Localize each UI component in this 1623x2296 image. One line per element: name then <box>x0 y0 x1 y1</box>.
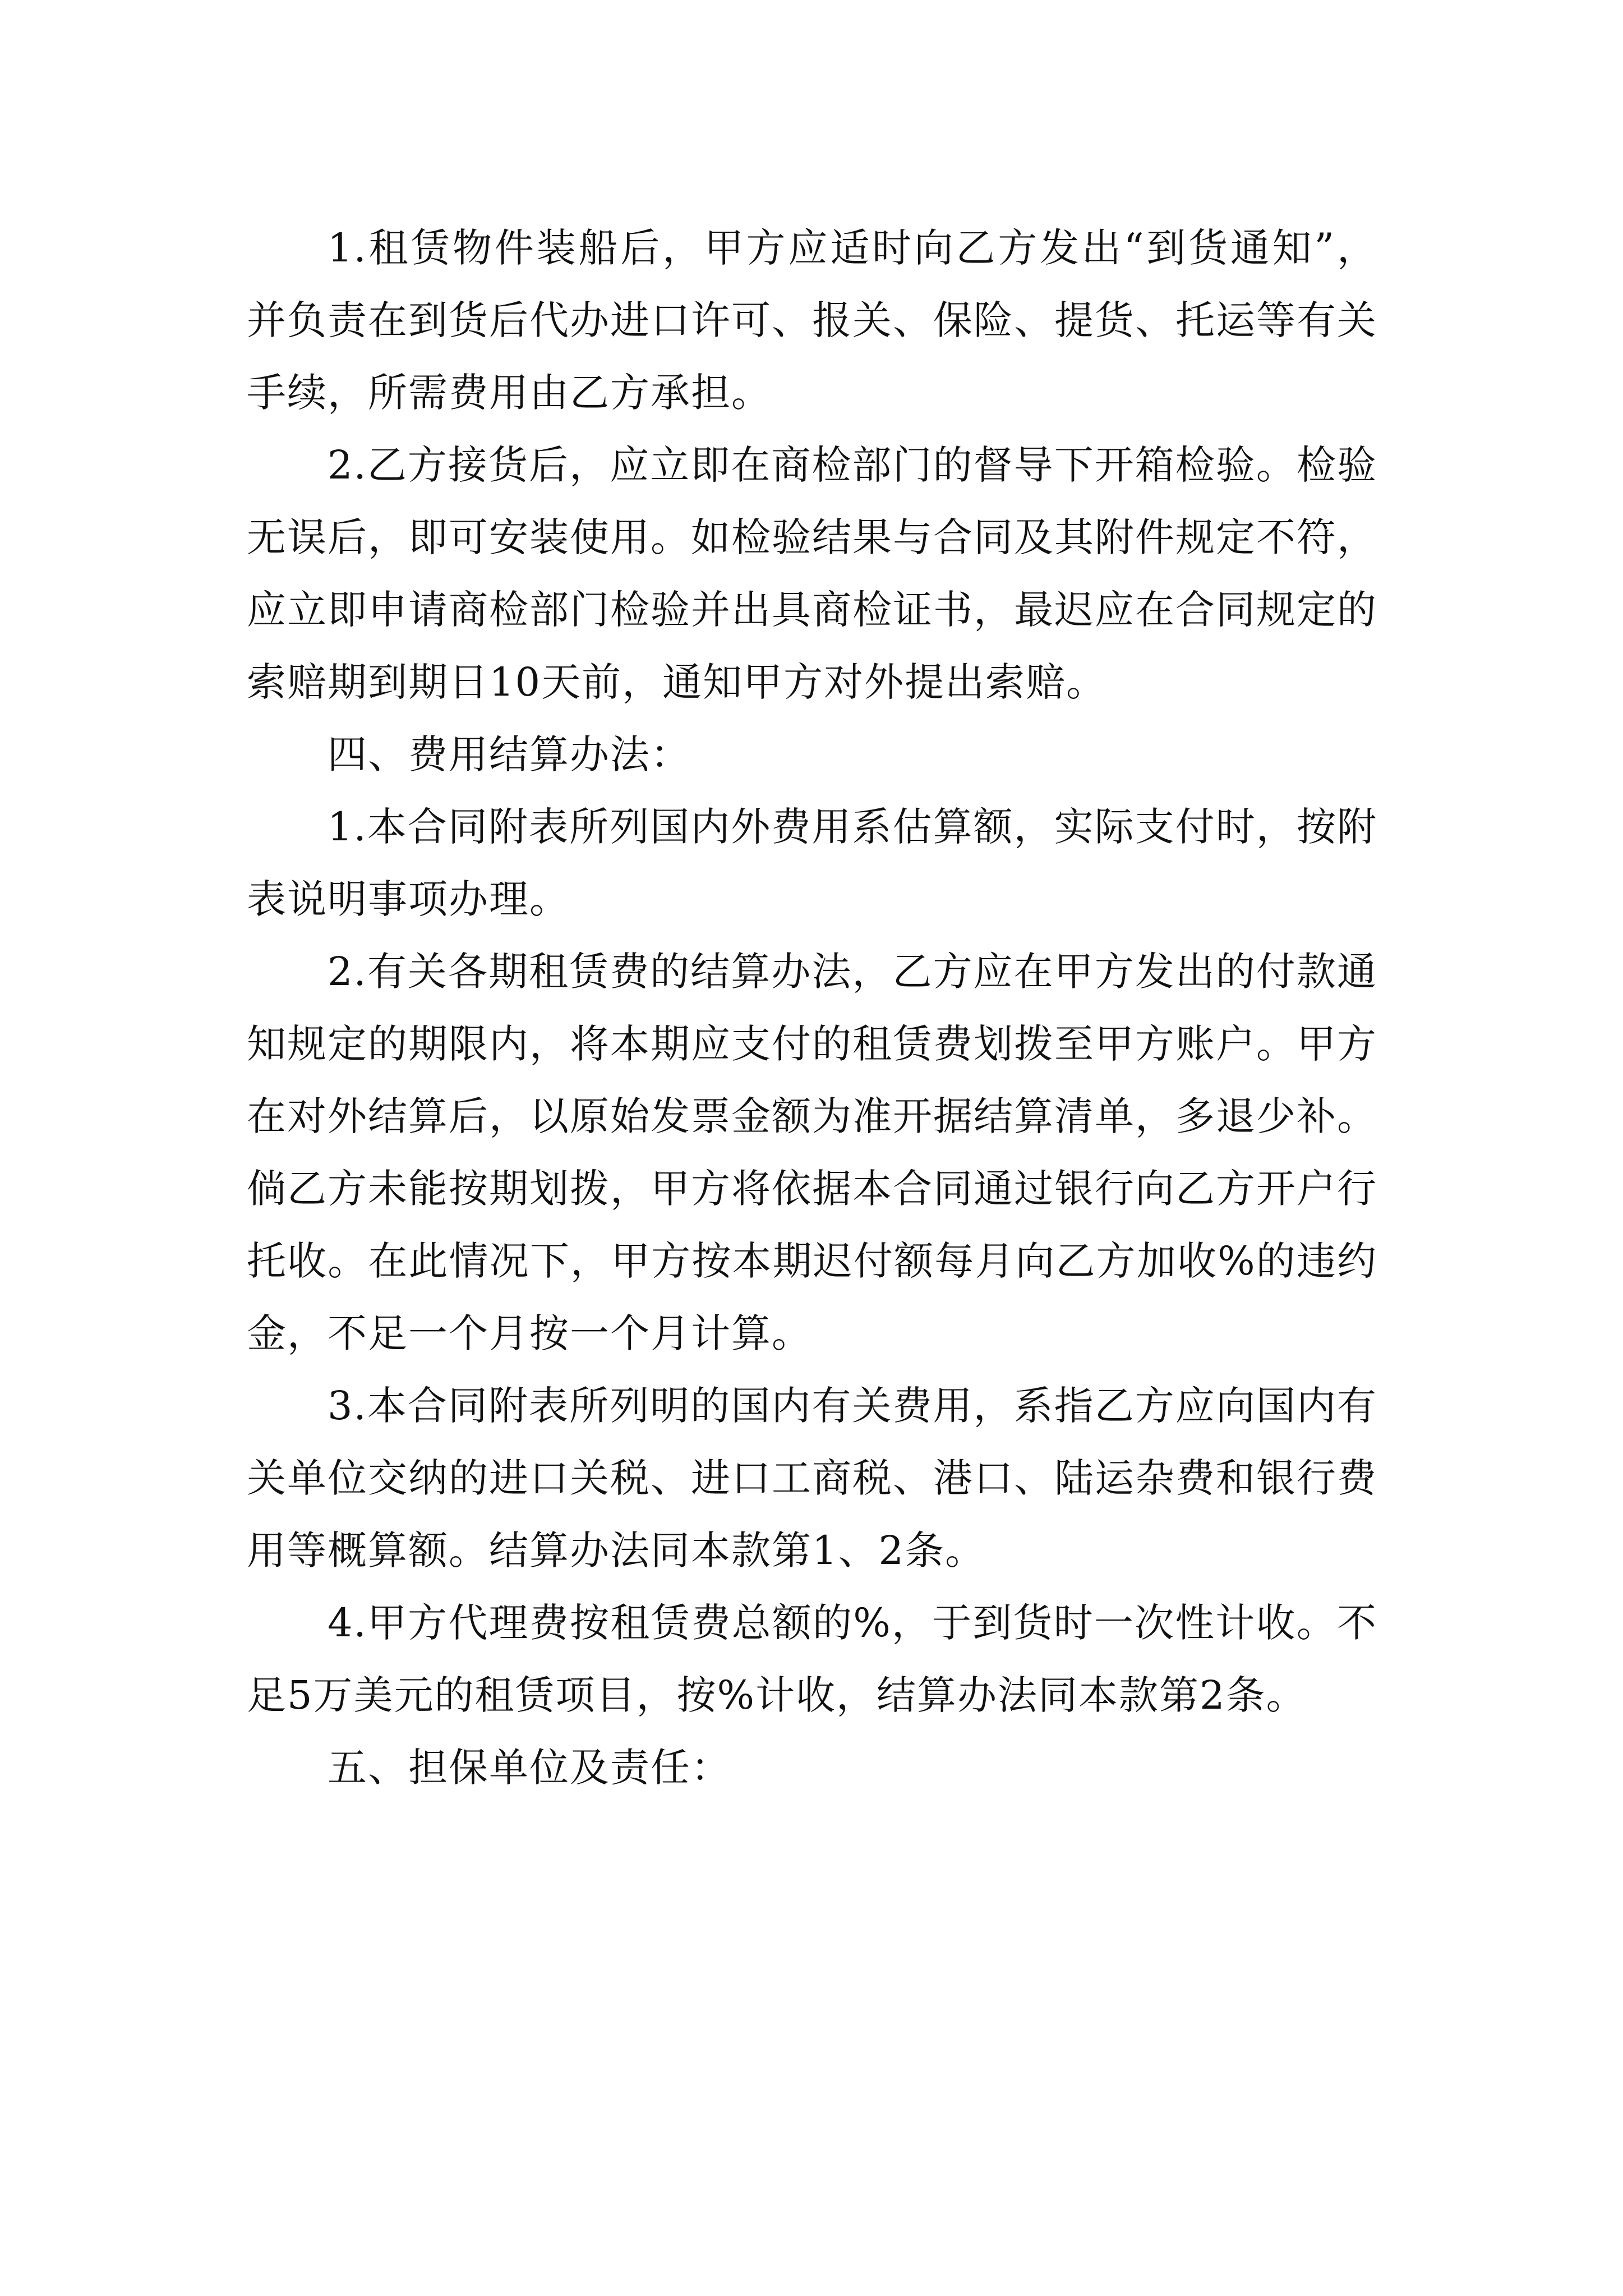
section-heading-settlement: 四、费用结算办法： <box>328 731 691 777</box>
paragraph-inspection: 2.乙方接货后，应立即在商检部门的督导下开箱检验。检验无误后，即可安装使用。如检验结果与合同及其附件规定不符，应立即申请商检部门检验并出具商检证书，最迟应在合同规定的索赔期到期日10天前，通知甲方对外提出索赔。 <box>247 442 1377 705</box>
paragraph-rental-settlement: 2.有关各期租赁费的结算办法，乙方应在甲方发出的付款通知规定的期限内，将本期应支付的租赁费划拨至甲方账户。甲方在对外结算后，以原始发票金额为准开据结算清单，多退少补。倘乙方未能按期划拨，甲方将依据本合同通过银行向乙方开户行托收。在此情况下，甲方按本期迟付额每月向乙方加收%的违约金，不足一个月按一个月计算。 <box>247 949 1377 1356</box>
paragraph-arrival-notice: 1.租赁物件装船后，甲方应适时向乙方发出“到货通知”，并负责在到货后代办进口许可、报关、保险、提货、托运等有关手续，所需费用由乙方承担。 <box>247 225 1377 416</box>
paragraph-estimated-costs: 1.本合同附表所列国内外费用系估算额，实际支付时，按附表说明事项办理。 <box>247 804 1377 922</box>
document-body <box>247 212 1377 1804</box>
paragraph-domestic-fees: 3.本合同附表所列明的国内有关费用，系指乙方应向国内有关单位交纳的进口关税、进口工商税、港口、陆运杂费和银行费用等概算额。结算办法同本款第1、2条。 <box>247 1383 1377 1573</box>
section-heading-guarantor: 五、担保单位及责任： <box>328 1745 731 1791</box>
paragraph-agency-fee: 4.甲方代理费按租赁费总额的%，于到货时一次性计收。不足5万美元的租赁项目，按%计收，结算办法同本款第2条。 <box>247 1600 1377 1718</box>
